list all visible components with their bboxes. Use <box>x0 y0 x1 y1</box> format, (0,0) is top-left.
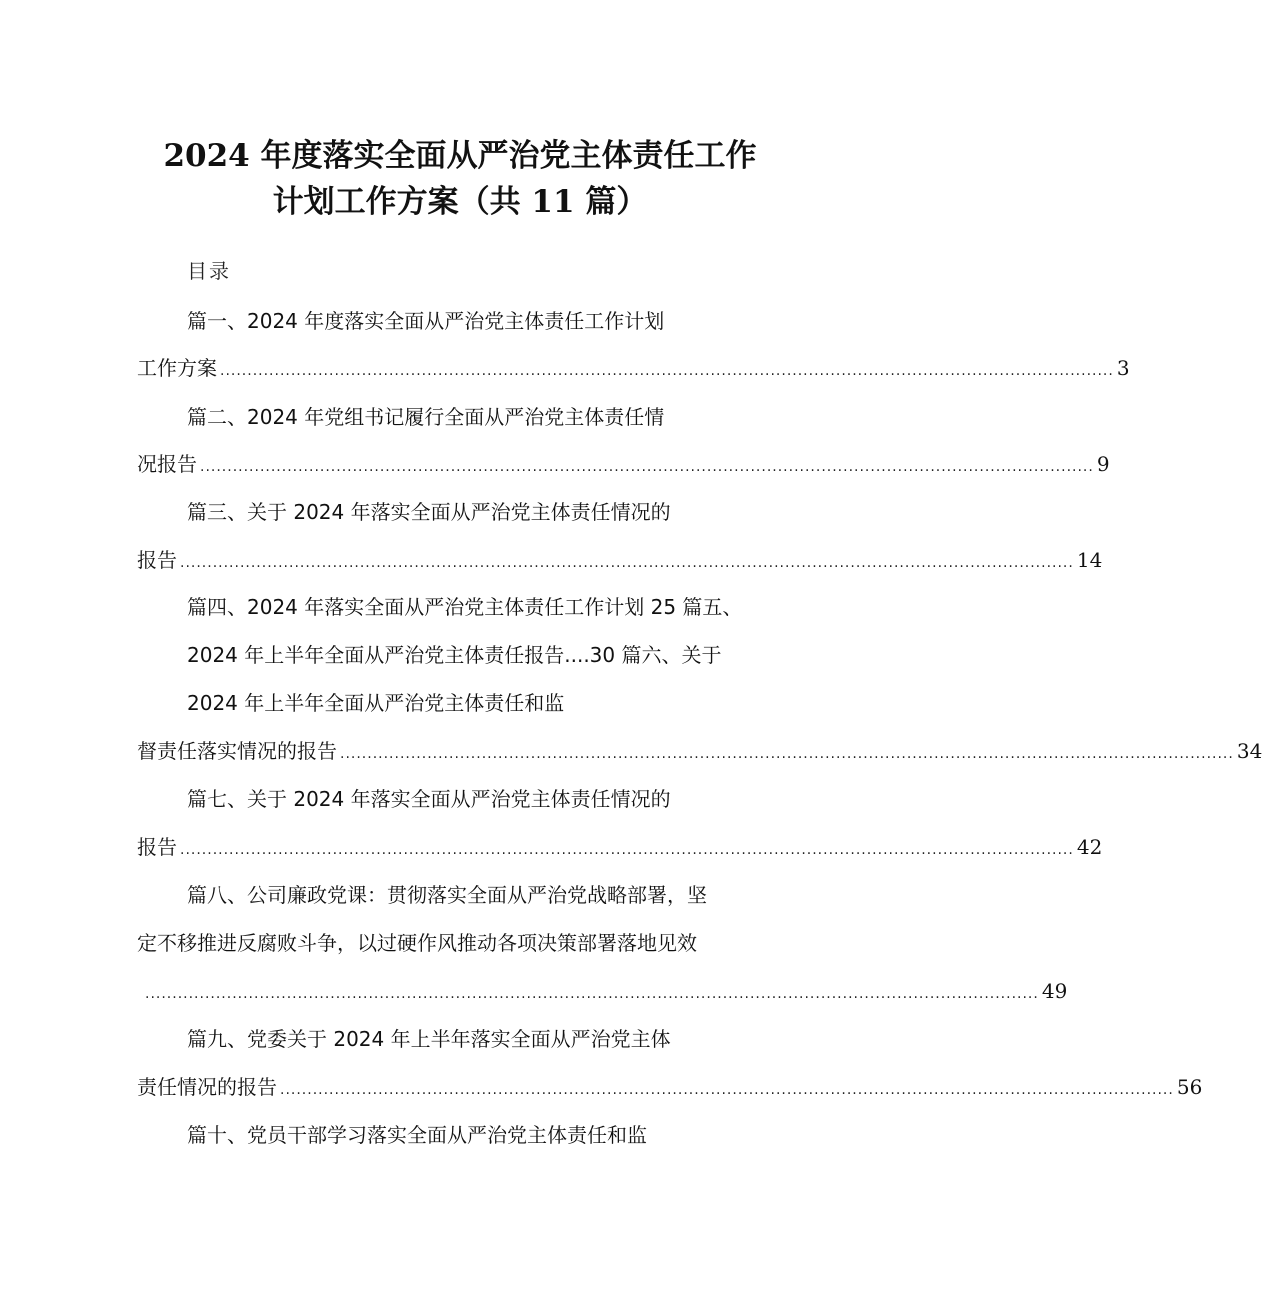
toc-page-number: 34 <box>1236 739 1262 763</box>
dot-leader: .................................................................................................................................................................... <box>220 363 1114 379</box>
toc-entry-text: 报告 <box>137 835 177 859</box>
toc-entry-9-line-2[interactable] <box>137 1072 1203 1105</box>
dot-leader: .................................................................................................................................................................... <box>200 459 1094 475</box>
toc-entry-2-line-2[interactable] <box>137 449 1110 482</box>
toc-page-number: 3 <box>1116 356 1130 380</box>
toc-entry-8-line-3[interactable] <box>142 976 1068 1009</box>
toc-entry-7-line-2[interactable] <box>137 832 1103 865</box>
toc-entry-text: 报告 <box>137 548 177 572</box>
toc-entry-4-line-1: 篇四、2024 年落实全面从严治党主体责任工作计划 25 篇五、 <box>187 595 743 619</box>
toc-entry-text: 责任情况的报告 <box>137 1075 277 1099</box>
toc-page-number: 14 <box>1076 548 1103 572</box>
document-title-line-2: 计划工作方案（共 11 篇） <box>272 184 648 220</box>
document-title-line-1: 2024 年度落实全面从严治党主体责任工作 <box>163 138 757 174</box>
toc-entry-text: 督责任落实情况的报告 <box>137 739 337 763</box>
toc-entry-10-line-1: 篇十、党员干部学习落实全面从严治党主体责任和监 <box>187 1123 647 1147</box>
dot-leader: .................................................................................................................................................................... <box>180 555 1074 571</box>
toc-page-number: 42 <box>1076 835 1103 859</box>
toc-page-number: 49 <box>1041 979 1068 1003</box>
toc-entry-3-line-2[interactable] <box>137 545 1103 578</box>
dot-leader: .................................................................................................................................................................... <box>280 1082 1174 1098</box>
toc-entry-4-line-4[interactable] <box>137 736 1262 769</box>
dot-leader: .................................................................................................................................................................... <box>180 842 1074 858</box>
toc-heading: 目录 <box>187 259 231 283</box>
toc-page-number: 9 <box>1096 452 1110 476</box>
toc-page-number: 56 <box>1176 1075 1203 1099</box>
toc-entry-3-line-1: 篇三、关于 2024 年落实全面从严治党主体责任情况的 <box>187 500 671 524</box>
toc-entry-4-line-2: 2024 年上半年全面从严治党主体责任报告....30 篇六、关于 <box>187 643 722 667</box>
toc-entry-text: 工作方案 <box>137 356 217 380</box>
dot-leader: .................................................................................................................................................................... <box>340 746 1234 762</box>
dot-leader: .................................................................................................................................................................... <box>145 986 1039 1002</box>
toc-entry-1-line-2[interactable] <box>137 353 1130 386</box>
toc-entry-text: 况报告 <box>137 452 197 476</box>
toc-entry-2-line-1: 篇二、2024 年党组书记履行全面从严治党主体责任情 <box>187 405 665 429</box>
toc-entry-7-line-1: 篇七、关于 2024 年落实全面从严治党主体责任情况的 <box>187 787 671 811</box>
toc-entry-8-line-1: 篇八、公司廉政党课：贯彻落实全面从严治党战略部署，坚 <box>187 883 707 907</box>
toc-entry-8-line-2: 定不移推进反腐败斗争，以过硬作风推动各项决策部署落地见效 <box>137 931 697 955</box>
toc-entry-9-line-1: 篇九、党委关于 2024 年上半年落实全面从严治党主体 <box>187 1027 671 1051</box>
toc-entry-1-line-1: 篇一、2024 年度落实全面从严治党主体责任工作计划 <box>187 309 665 333</box>
toc-entry-4-line-3: 2024 年上半年全面从严治党主体责任和监 <box>187 691 565 715</box>
